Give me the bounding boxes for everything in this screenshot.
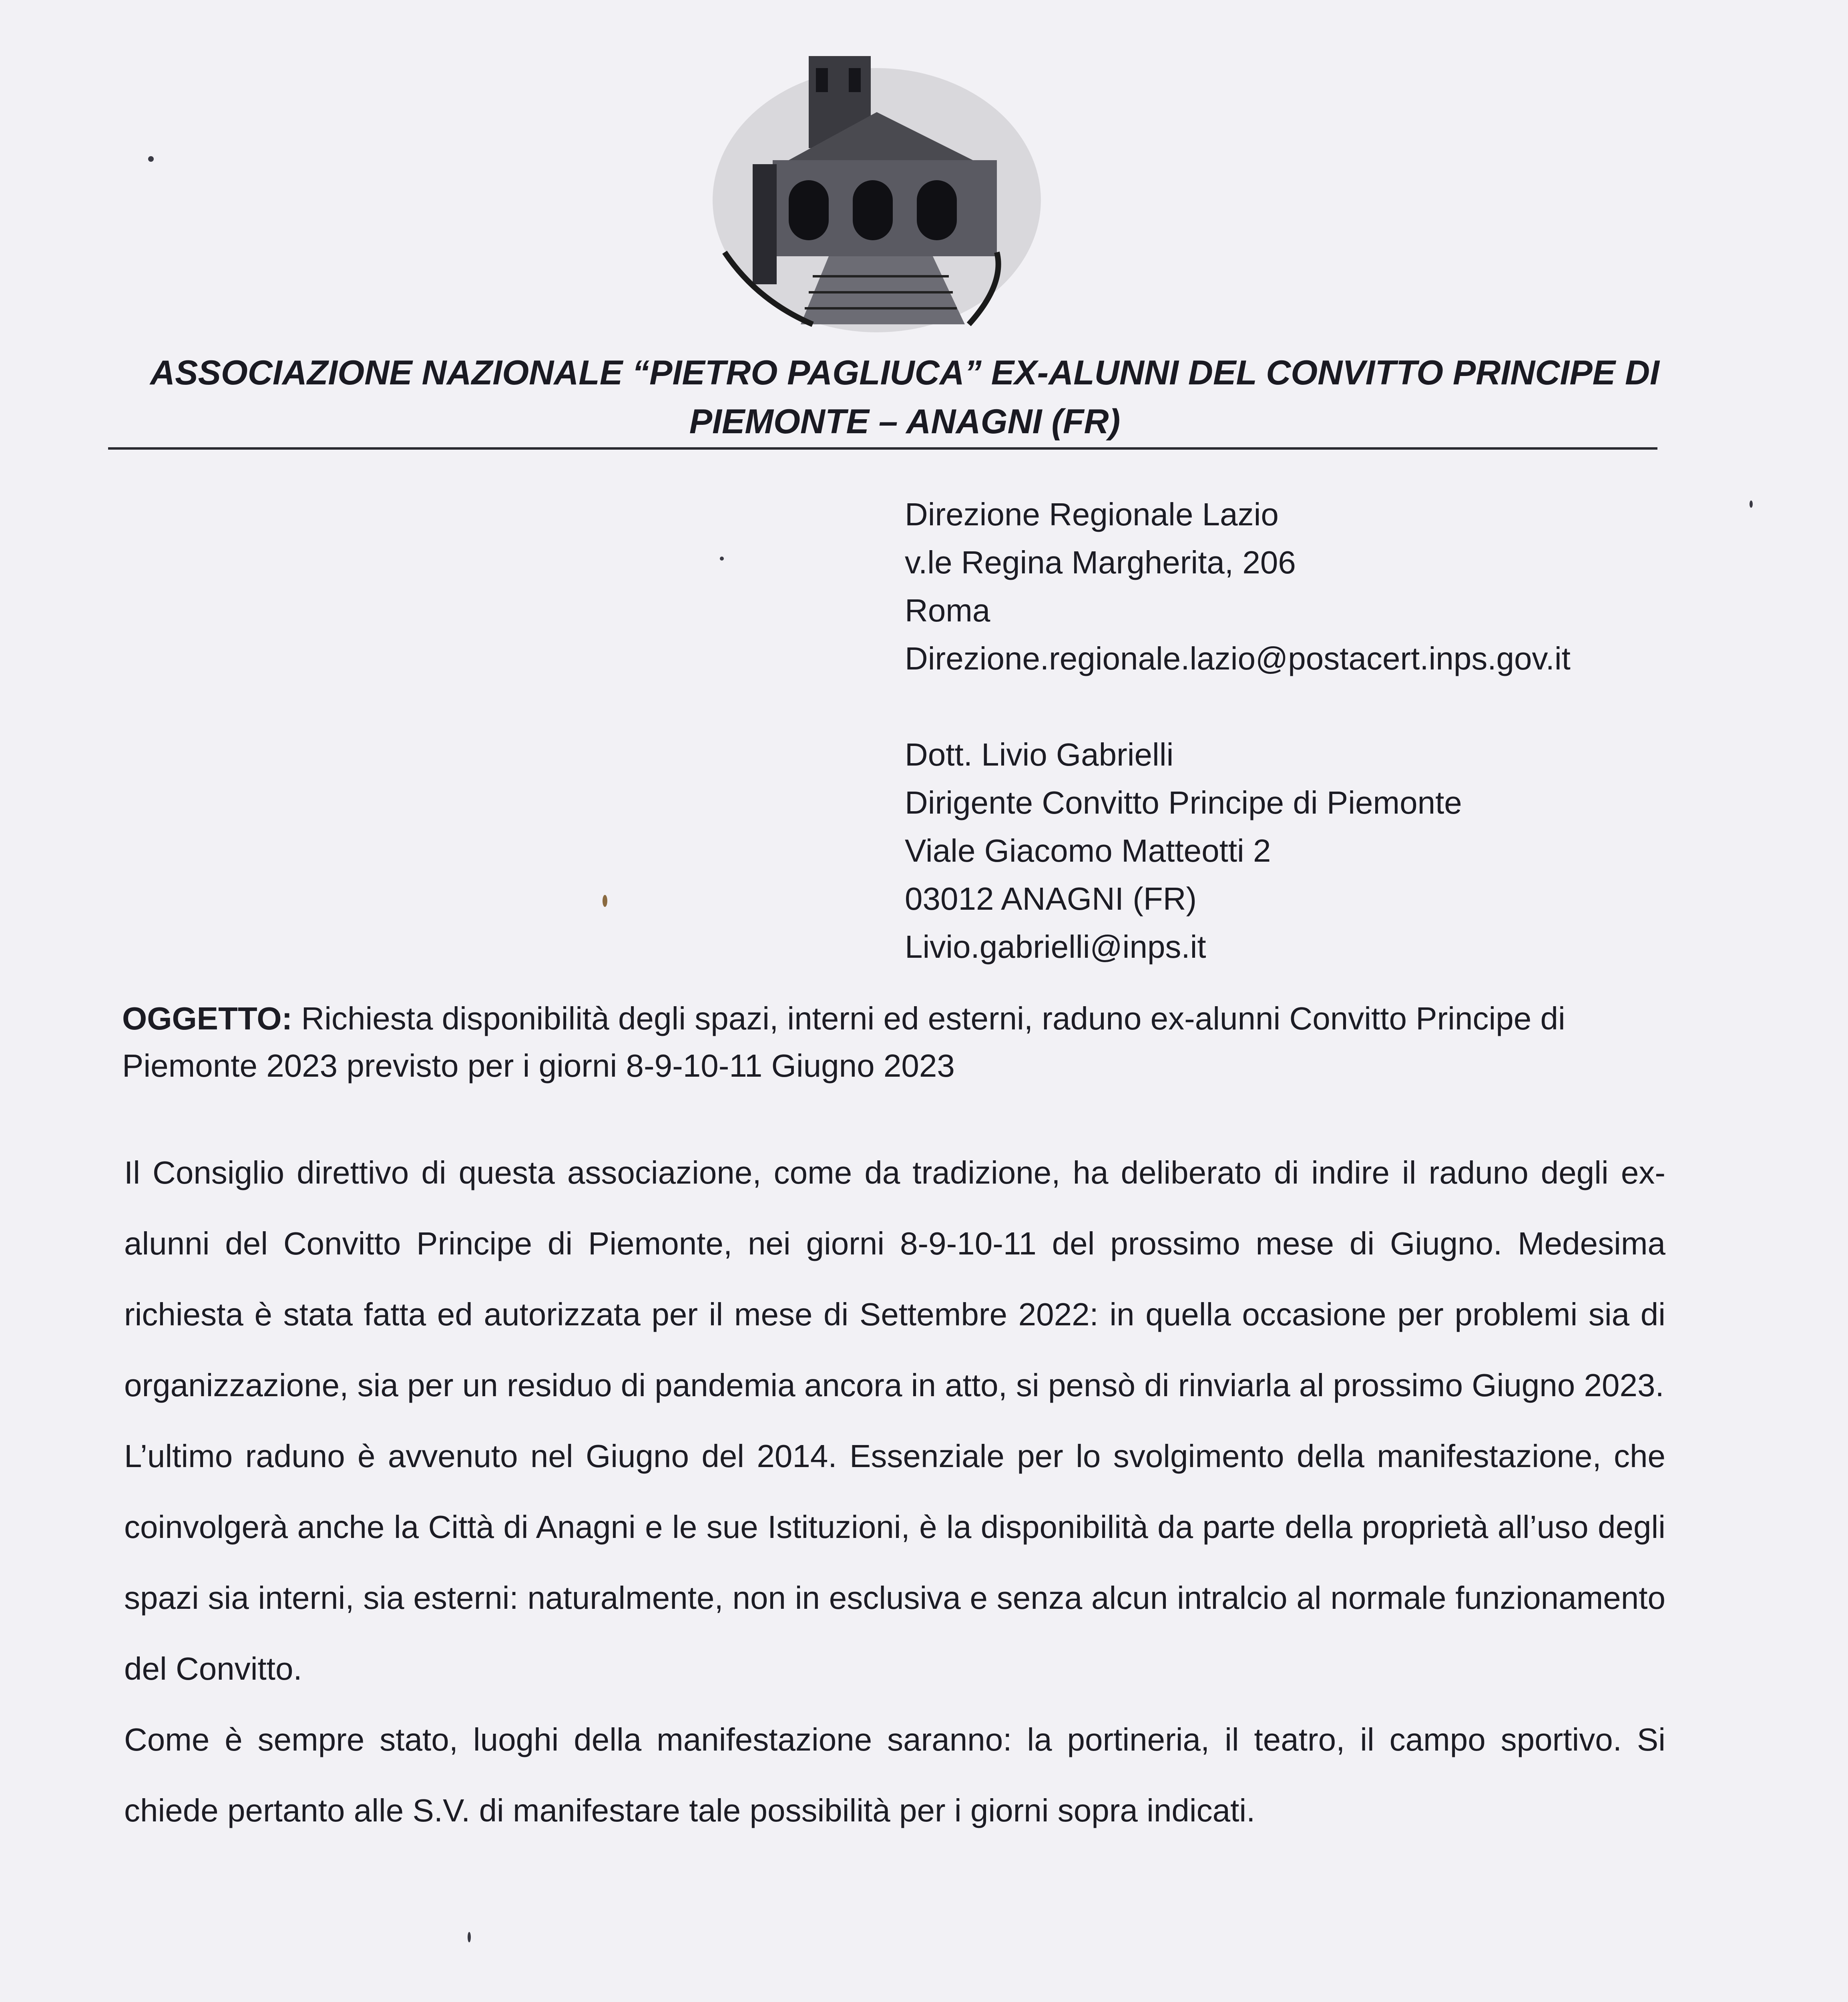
recipient-line: Viale Giacomo Matteotti 2 [905,833,1271,868]
letter-body [124,1137,1665,1846]
association-title-line2: PIEMONTE – ANAGNI (FR) [689,402,1121,441]
subject-line [122,995,1655,1089]
recipient-line: Roma [905,593,990,628]
subject-label: OGGETTO: [122,1001,293,1036]
header-divider [108,447,1657,450]
body-paragraph: Come è sempre stato, luoghi della manifestazione saranno: la portineria, il teatro, il campo sportivo. Si chiede pertanto alle S.V. di manifestare tale possibilità per i giorni sopra indicati. [124,1722,1665,1828]
association-logo-icon [709,44,1045,332]
recipient-email: Livio.gabrielli@inps.it [905,929,1206,965]
body-paragraph: Il Consiglio direttivo di questa associazione, come da tradizione, ha deliberato di indire il raduno degli ex-alunni del Convitto Principe di Piemonte, nei giorni 8-9-10-11 del prossimo mese di Giugno. Medesima richiesta è stata fatta ed autorizzata per il mese di Settembre 2022: in quella occasione per problemi sia di organizzazione, sia per un residuo di pandemia ancora in atto, si pensò di rinviarla al prossimo Giugno 2023. [124,1155,1665,1403]
closing-greeting [136,1992,405,2002]
body-paragraph: L’ultimo raduno è avvenuto nel Giugno del 2014. Essenziale per lo svolgimento della manifestazione, che coinvolgerà anche la Città di Anagni e le sue Istituzioni, è la disponibilità da parte della proprietà all’uso degli spazi sia interni, sia esterni: naturalmente, non in esclusiva e senza alcun intralcio al normale funzionamento del Convitto. [124,1438,1665,1686]
recipient-inps [905,490,1571,683]
scan-speck [148,156,154,162]
association-title-line1: ASSOCIAZIONE NAZIONALE “PIETRO PAGLIUCA” EX-ALUNNI DEL CONVITTO PRINCIPE DI [150,354,1659,392]
scan-speck [603,895,607,907]
scan-speck [1750,500,1753,508]
association-title [104,348,1705,446]
recipient-line: Dott. Livio Gabrielli [905,737,1174,772]
recipient-convitto [905,731,1571,971]
scan-speck [468,1932,471,1942]
scan-speck [720,557,724,561]
subject-text: Richiesta disponibilità degli spazi, interni ed esterni, raduno ex-alunni Convitto Principe di Piemonte 2023 previsto per i giorni 8-9-10-11 Giugno 2023 [122,1001,1565,1083]
recipient-email: Direzione.regionale.lazio@postacert.inps.gov.it [905,641,1571,676]
recipient-line: 03012 ANAGNI (FR) [905,881,1197,917]
recipients-block [905,490,1571,971]
recipient-line: Dirigente Convitto Principe di Piemonte [905,785,1462,820]
recipient-line: v.le Regina Margherita, 206 [905,545,1296,580]
closing-block [136,1992,405,2002]
recipient-line: Direzione Regionale Lazio [905,496,1279,532]
